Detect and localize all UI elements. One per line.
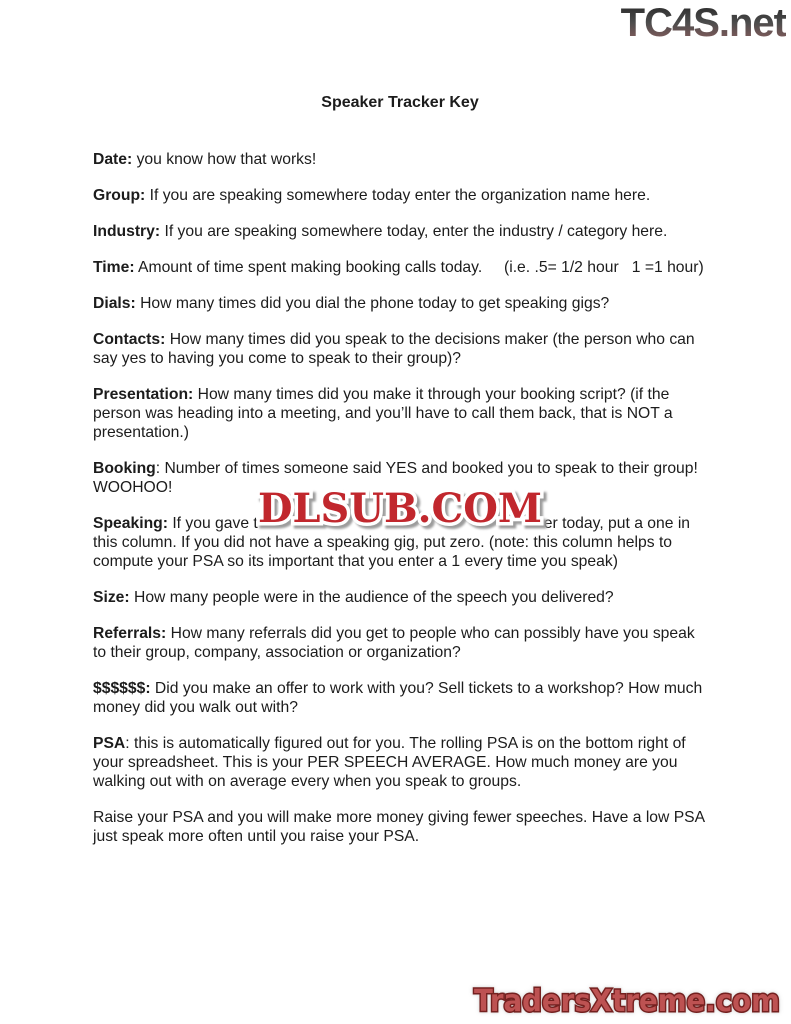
definition-presentation <box>93 385 707 442</box>
definition-text: How many times did you speak to the decisions maker (the person who can say yes to having you come to speak to their group)? <box>93 331 695 367</box>
definition-text: you know how that works! <box>132 151 317 168</box>
closing-text: Raise your PSA and you will make more money giving fewer speeches. Have a low PSA just speak more often until you raise your PSA. <box>93 809 705 845</box>
definition-text: If you are speaking somewhere today, enter the industry / category here. <box>160 223 668 240</box>
definition-speaking <box>93 514 707 571</box>
definition-text: How many times did you make it through your booking script? (if the person was heading into a meeting, and you’ll have to call them back, that is NOT a presentation.) <box>93 386 673 441</box>
definition-industry <box>93 222 707 241</box>
definition-text: Amount of time spent making booking calls today. (i.e. .5= 1/2 hour 1 =1 hour) <box>134 259 704 276</box>
term-money: $$$$$$: <box>93 680 151 697</box>
definition-text: How many people were in the audience of the speech you delivered? <box>129 589 614 606</box>
dlsub-watermark-text: DLSUB.COM <box>258 485 542 532</box>
document-content <box>93 93 707 863</box>
definition-time <box>93 258 707 277</box>
definition-text: How many referrals did you get to people who can possibly have you speak to their group, company, association or organization? <box>93 625 695 661</box>
definition-text: If you are speaking somewhere today enter the organization name here. <box>145 187 651 204</box>
definition-psa <box>93 734 707 791</box>
tc4s-logo: TC4S.net <box>620 1 786 45</box>
definition-money <box>93 679 707 717</box>
term-industry: Industry: <box>93 223 161 240</box>
term-booking: Booking <box>93 460 156 477</box>
tradersxtreme-logo-text: TradersXtreme.com <box>474 984 780 1019</box>
page-title: Speaker Tracker Key <box>321 94 479 111</box>
definition-text-before-watermark: If you gave t <box>167 515 258 532</box>
definition-text: How many times did you dial the phone today to get speaking gigs? <box>135 295 610 312</box>
watermark-covered-gap <box>258 527 544 528</box>
term-psa: PSA <box>93 735 126 752</box>
term-speaking: Speaking: <box>93 515 168 532</box>
term-group: Group: <box>93 187 146 204</box>
tradersxtreme-logo-graphic <box>467 980 787 1022</box>
tradersxtreme-logo <box>467 980 787 1022</box>
closing-paragraph <box>93 808 707 846</box>
definition-size <box>93 588 707 607</box>
term-contacts: Contacts: <box>93 331 166 348</box>
term-time: Time: <box>93 259 135 276</box>
definition-date <box>93 150 707 169</box>
definition-group <box>93 186 707 205</box>
term-size: Size: <box>93 589 130 606</box>
term-referrals: Referrals: <box>93 625 167 642</box>
definition-text-after-watermark: er today, put a one in this column. If you did not have a speaking gig, put zero. (note: this column helps to compute your PSA so its important that you enter a 1 every time you speak) <box>93 515 691 570</box>
definition-referrals <box>93 624 707 662</box>
term-presentation: Presentation: <box>93 386 194 403</box>
term-date: Date: <box>93 151 133 168</box>
definition-text: : this is automatically figured out for you. The rolling PSA is on the bottom right of your spreadsheet. This is your PER SPEECH AVERAGE. How much money are you walking out with on average every when you speak to groups. <box>93 735 686 790</box>
definition-contacts <box>93 330 707 368</box>
definition-booking <box>93 459 707 497</box>
definition-text: : Number of times someone said YES and booked you to speak to their group! WOOHOO! <box>93 460 698 496</box>
definition-text: Did you make an offer to work with you? Sell tickets to a workshop? How much money did you walk out with? <box>93 680 703 716</box>
definition-dials <box>93 294 707 313</box>
term-dials: Dials: <box>93 295 136 312</box>
